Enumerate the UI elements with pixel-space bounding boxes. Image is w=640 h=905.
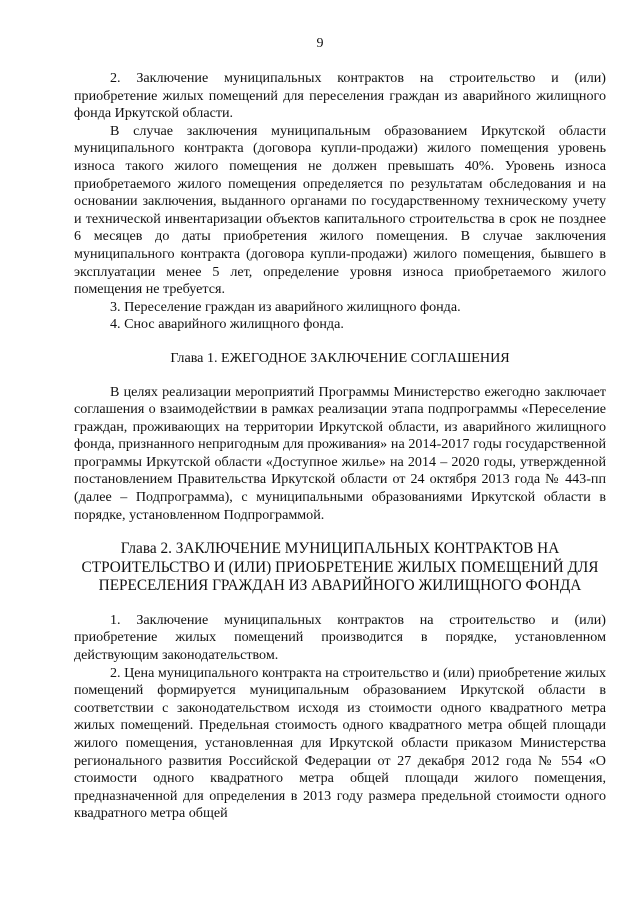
chapter-2-title-line-3: ПЕРЕСЕЛЕНИЯ ГРАЖДАН ИЗ АВАРИЙНОГО ЖИЛИЩНОГО ФОНДА [98,577,582,595]
intro-paragraph-wear: В случае заключения муниципальным образованием Иркутской области муниципального контракта (договора купли-продажи) жилого помещения уровень износа такого жилого помещения не должен превышать 40%. Уровень износа приобретаемого жилого помещения определяется по результатам обследования и на основании заключения, выданного органами по государственному техническому учету и технической инвентаризации объектов капитального строительства в срок не позднее 6 месяцев до даты приобретения жилого помещения. В случае заключения муниципального контракта (договора купли-продажи) жилого помещения, бывшего в эксплуатации менее 5 лет, определение уровня износа приобретаемого жилого помещения не требуется. [74,122,606,298]
chapter-2-title-line-2: СТРОИТЕЛЬСТВО И (ИЛИ) ПРИОБРЕТЕНИЕ ЖИЛЫХ ПОМЕЩЕНИЙ ДЛЯ [81,558,599,576]
chapter-1-paragraph: В целях реализации мероприятий Программы Министерство ежегодно заключает соглашения о взаимодействии в рамках реализации этапа подпрограммы «Переселение граждан, проживающих на территории Иркутской области, из аварийного жилищного фонда, признанного непригодным для проживания» на 2014-2017 годы государственной программы Иркутской области «Доступное жилье» на 2014 – 2020 годы, утвержденной постановлением Правительства Иркутской области от 24 октября 2013 года № 443-пп (далее – Подпрограмма), с муниципальными образованиями Иркутской области в порядке, установленном Подпрограммой. [74,383,606,523]
chapter-2-title [74,540,606,596]
intro-item-3: 3. Переселение граждан из аварийного жилищного фонда. [110,298,461,315]
chapter-2-title-line-1: Глава 2. ЗАКЛЮЧЕНИЕ МУНИЦИПАЛЬНЫХ КОНТРАКТОВ НА [120,540,560,558]
chapter-1-title: Глава 1. ЕЖЕГОДНОЕ ЗАКЛЮЧЕНИЕ СОГЛАШЕНИЯ [170,349,510,366]
chapter-2-paragraph-2: 2. Цена муниципального контракта на строительство и (или) приобретение жилых помещений формируется муниципальным образованием Иркутской области в соответствии с законодательством исходя из стоимости одного квадратного метра жилых помещений. Предельная стоимость одного квадратного метра общей площади жилого помещения, установленная для Иркутской области приказом Министерства регионального развития Российской Федерации от 27 декабря 2012 года № 554 «О стоимости одного квадратного метра общей площади жилого помещения, предназначенной для определения в 2013 году размера предельной стоимости одного квадратного метра общей [74,664,606,822]
chapter-2-paragraph-1: 1. Заключение муниципальных контрактов на строительство и (или) приобретение жилых помещений производится в порядке, установленном действующим законодательством. [74,611,606,663]
document-body [74,70,606,823]
intro-paragraph-2: 2. Заключение муниципальных контрактов на строительство и (или) приобретение жилых помещений для переселения граждан из аварийного жилищного фонда Иркутской области. [74,70,606,122]
intro-item-4: 4. Снос аварийного жилищного фонда. [110,316,344,333]
page-number: 9 [316,36,324,51]
